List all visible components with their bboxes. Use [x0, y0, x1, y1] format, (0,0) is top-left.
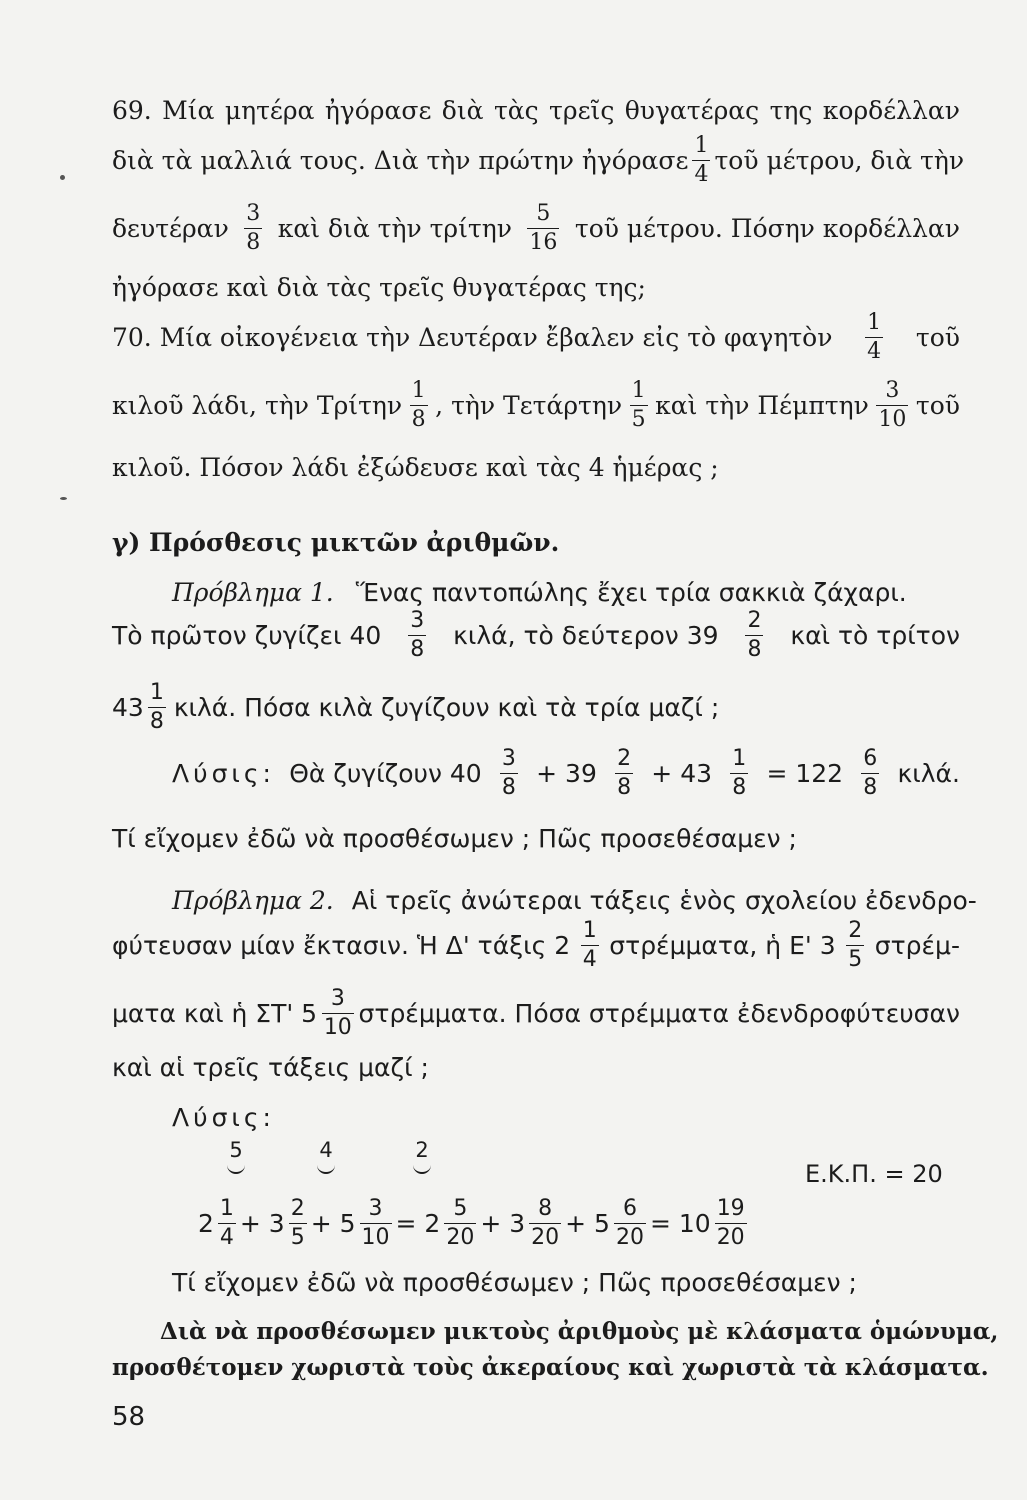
- text-segment: ματα καὶ ἡ ΣΤ' 5: [112, 999, 318, 1028]
- p70-line-3: κιλοῦ. Πόσον λάδι ἐξώδευσε καὶ τὰς 4 ἡμέρας ;: [112, 453, 719, 482]
- text-segment: Τὸ πρῶτον ζυγίζει 40: [112, 621, 382, 650]
- denominator: 8: [149, 709, 164, 734]
- fraction: [692, 135, 710, 186]
- text-segment: Θὰ ζυγίζουν 40: [289, 759, 482, 788]
- denominator: 10: [878, 407, 907, 432]
- text-segment: στρέμ-: [874, 931, 960, 960]
- numerator: 1: [582, 918, 597, 943]
- numerator: 2: [848, 918, 863, 943]
- numerator: 5: [453, 1196, 468, 1221]
- word: 69.: [112, 96, 152, 125]
- word: της: [769, 96, 813, 125]
- brace-curve: [317, 1163, 335, 1174]
- denominator: 16: [529, 230, 558, 255]
- numerator: 6: [622, 1196, 637, 1221]
- numerator: 1: [694, 133, 709, 158]
- multiplier-brace: [216, 1140, 256, 1174]
- numerator: 2: [617, 746, 632, 771]
- fraction: [218, 1198, 236, 1249]
- whole-part: + 3: [239, 1209, 285, 1238]
- fraction: [715, 1198, 747, 1249]
- denominator: 8: [410, 637, 425, 662]
- text-segment: κιλά, τὸ δεύτερον 39: [453, 621, 719, 650]
- whole-part: = 2: [395, 1209, 441, 1238]
- p69-line-2: [112, 133, 965, 187]
- text-segment: 70. Μία οἰκογένεια τὴν Δευτέραν ἔβαλεν εἰς τὸ φαγητὸν: [112, 323, 833, 352]
- text-segment: Ἕνας παντοπώλης ἔχει τρία σακκιὰ ζάχαρι.: [355, 578, 907, 607]
- problem-label: Πρόβλημα 1.: [172, 578, 334, 607]
- prob1-line-3: [112, 682, 960, 733]
- section-heading: γ) Πρόσθεσις μικτῶν ἀριθμῶν.: [112, 528, 560, 557]
- prob2-question: Τί εἴχομεν ἐδῶ νὰ προσθέσωμεν ; Πῶς προσεθέσαμεν ;: [172, 1268, 857, 1297]
- multiplier: 2: [415, 1138, 429, 1162]
- fraction: [408, 610, 426, 661]
- numerator: 19: [716, 1196, 745, 1221]
- text-segment: 43: [112, 693, 144, 722]
- fraction: [846, 920, 864, 971]
- whole-part: = 10: [649, 1209, 711, 1238]
- denominator: 5: [631, 407, 646, 432]
- fraction: [529, 1198, 561, 1249]
- text-segment: καὶ τὴν Πέμπτην: [655, 391, 869, 420]
- denominator: 4: [694, 162, 709, 187]
- page-number: 58: [112, 1402, 146, 1432]
- fraction: [615, 748, 633, 799]
- problem-label: Πρόβλημα 2.: [172, 886, 334, 915]
- denominator: 4: [582, 947, 597, 972]
- numerator: 1: [149, 680, 164, 705]
- brace-curve: [413, 1163, 431, 1174]
- denominator: 10: [323, 1015, 352, 1040]
- word: τὰς: [493, 96, 539, 125]
- word: διὰ: [441, 96, 484, 125]
- text-segment: διὰ τὰ μαλλιά τους. Διὰ τὴν πρώτην ἠγόρασε: [112, 146, 689, 175]
- numerator: 3: [246, 201, 261, 226]
- fraction: [630, 380, 648, 431]
- numerator: 6: [863, 746, 878, 771]
- p70-line-1: [112, 312, 960, 363]
- prob2-line-4: καὶ αἱ τρεῖς τάξεις μαζί ;: [112, 1053, 429, 1082]
- fraction: [322, 988, 354, 1039]
- multiplier: 5: [229, 1138, 243, 1162]
- numerator: 3: [885, 378, 900, 403]
- fraction: [410, 380, 428, 431]
- prob2-equation: [198, 1198, 898, 1249]
- word: κορδέλλαν: [822, 96, 960, 125]
- prob1-line-2: [112, 610, 960, 661]
- denominator: 8: [501, 775, 516, 800]
- denominator: 4: [219, 1225, 234, 1250]
- fraction: [289, 1198, 307, 1249]
- numerator: 3: [368, 1196, 383, 1221]
- text-segment: + 39: [536, 759, 597, 788]
- text-segment: καὶ διὰ τὴν τρίτην: [277, 214, 512, 243]
- denominator: 10: [361, 1225, 390, 1250]
- fraction: [444, 1198, 476, 1249]
- numerator: 1: [867, 310, 882, 335]
- text-segment: , τὴν Τετάρτην: [435, 391, 623, 420]
- denominator: 8: [411, 407, 426, 432]
- p69-line-3: [112, 203, 960, 254]
- denominator: 8: [732, 775, 747, 800]
- word: ἠγόρασε: [324, 96, 432, 125]
- numerator: 3: [330, 986, 345, 1011]
- prob1-solution: [172, 748, 960, 799]
- text-segment: + 43: [651, 759, 713, 788]
- p69-line-4: ἠγόρασε καὶ διὰ τὰς τρεῖς θυγατέρας της;: [112, 273, 646, 302]
- word: θυγατέρας: [624, 96, 760, 125]
- fraction: [614, 1198, 646, 1249]
- prob2-line-1: [112, 886, 977, 915]
- fraction: [861, 748, 879, 799]
- text-segment: τοῦ μέτρου, διὰ τὴν: [714, 146, 965, 175]
- denominator: 20: [716, 1225, 745, 1250]
- denominator: 8: [246, 230, 261, 255]
- text-segment: τοῦ μέτρου. Πόσην κορδέλλαν: [574, 214, 960, 243]
- prob2-line-3: [112, 988, 960, 1039]
- text-segment: καὶ τὸ τρίτον: [790, 621, 960, 650]
- word: τρεῖς: [549, 96, 615, 125]
- fraction: [360, 1198, 392, 1249]
- text-segment: = 122: [766, 759, 844, 788]
- numerator: 1: [732, 746, 747, 771]
- denominator: 4: [867, 339, 882, 364]
- word: Μία: [162, 96, 215, 125]
- denominator: 20: [615, 1225, 644, 1250]
- text-segment: κιλοῦ λάδι, τὴν Τρίτην: [112, 391, 403, 420]
- fraction: [876, 380, 908, 431]
- prob1-line-1: [112, 580, 960, 605]
- fraction: [865, 312, 883, 363]
- denominator: 5: [848, 947, 863, 972]
- numerator: 3: [410, 608, 425, 633]
- numerator: 8: [538, 1196, 553, 1221]
- rule-line-1: Διὰ νὰ προσθέσωμεν μικτοὺς ἀριθμοὺς μὲ κλάσματα ὁμώνυμα,: [160, 1318, 999, 1345]
- p70-line-2: [112, 380, 960, 431]
- denominator: 8: [617, 775, 632, 800]
- prob1-question: Τί εἴχομεν ἐδῶ νὰ προσθέσωμεν ; Πῶς προσεθέσαμεν ;: [112, 824, 797, 853]
- rule-line-2: προσθέτομεν χωριστὰ τοὺς ἀκεραίους καὶ χωριστὰ τὰ κλάσματα.: [112, 1354, 989, 1381]
- text-segment: στρέμματα. Πόσα στρέμματα ἐδενδροφύτευσαν: [358, 999, 960, 1028]
- denominator: 5: [290, 1225, 305, 1250]
- solution-label: Λύσις:: [172, 759, 275, 788]
- denominator: 8: [863, 775, 878, 800]
- fraction: [500, 748, 518, 799]
- text-segment: Αἱ τρεῖς ἀνώτεραι τάξεις ἑνὸς σχολείου ἐδενδρο-: [351, 886, 977, 915]
- text-segment: τοῦ: [915, 323, 960, 352]
- scan-speck: [60, 497, 67, 500]
- numerator: 2: [290, 1196, 305, 1221]
- multiplier-brace: [306, 1140, 346, 1174]
- text-segment: φύτευσαν μίαν ἔκτασιν. Ἡ Δ' τάξις 2: [112, 931, 571, 960]
- fraction: [244, 203, 262, 254]
- text-segment: δευτέραν: [112, 214, 229, 243]
- brace-curve: [227, 1163, 245, 1174]
- whole-part: + 5: [565, 1209, 610, 1238]
- fraction: [745, 610, 763, 661]
- numerator: 1: [411, 378, 426, 403]
- lcm-label: Ε.Κ.Π. = 20: [805, 1160, 943, 1188]
- fraction: [581, 920, 599, 971]
- multiplier: 4: [319, 1138, 333, 1162]
- text-segment: κιλά. Πόσα κιλὰ ζυγίζουν καὶ τὰ τρία μαζί ;: [173, 693, 720, 722]
- text-segment: κιλά.: [897, 759, 960, 788]
- numerator: 1: [631, 378, 646, 403]
- numerator: 5: [536, 201, 551, 226]
- text-segment: στρέμματα, ἡ Ε' 3: [609, 931, 836, 960]
- p69-line-1: [112, 98, 960, 123]
- prob2-line-2: [112, 920, 960, 971]
- prob2-solution-label: Λύσις:: [172, 1103, 275, 1132]
- numerator: 1: [219, 1196, 234, 1221]
- denominator: 20: [446, 1225, 475, 1250]
- fraction: [148, 682, 166, 733]
- fraction: [527, 203, 559, 254]
- multiplier-brace: [402, 1140, 442, 1174]
- scan-speck: [60, 175, 65, 180]
- denominator: 20: [531, 1225, 560, 1250]
- whole-part: 2: [198, 1209, 214, 1238]
- denominator: 8: [747, 637, 762, 662]
- fraction: [730, 748, 748, 799]
- numerator: 2: [747, 608, 762, 633]
- text-segment: τοῦ: [915, 391, 960, 420]
- whole-part: + 5: [310, 1209, 356, 1238]
- whole-part: + 3: [480, 1209, 526, 1238]
- word: μητέρα: [224, 96, 315, 125]
- numerator: 3: [501, 746, 516, 771]
